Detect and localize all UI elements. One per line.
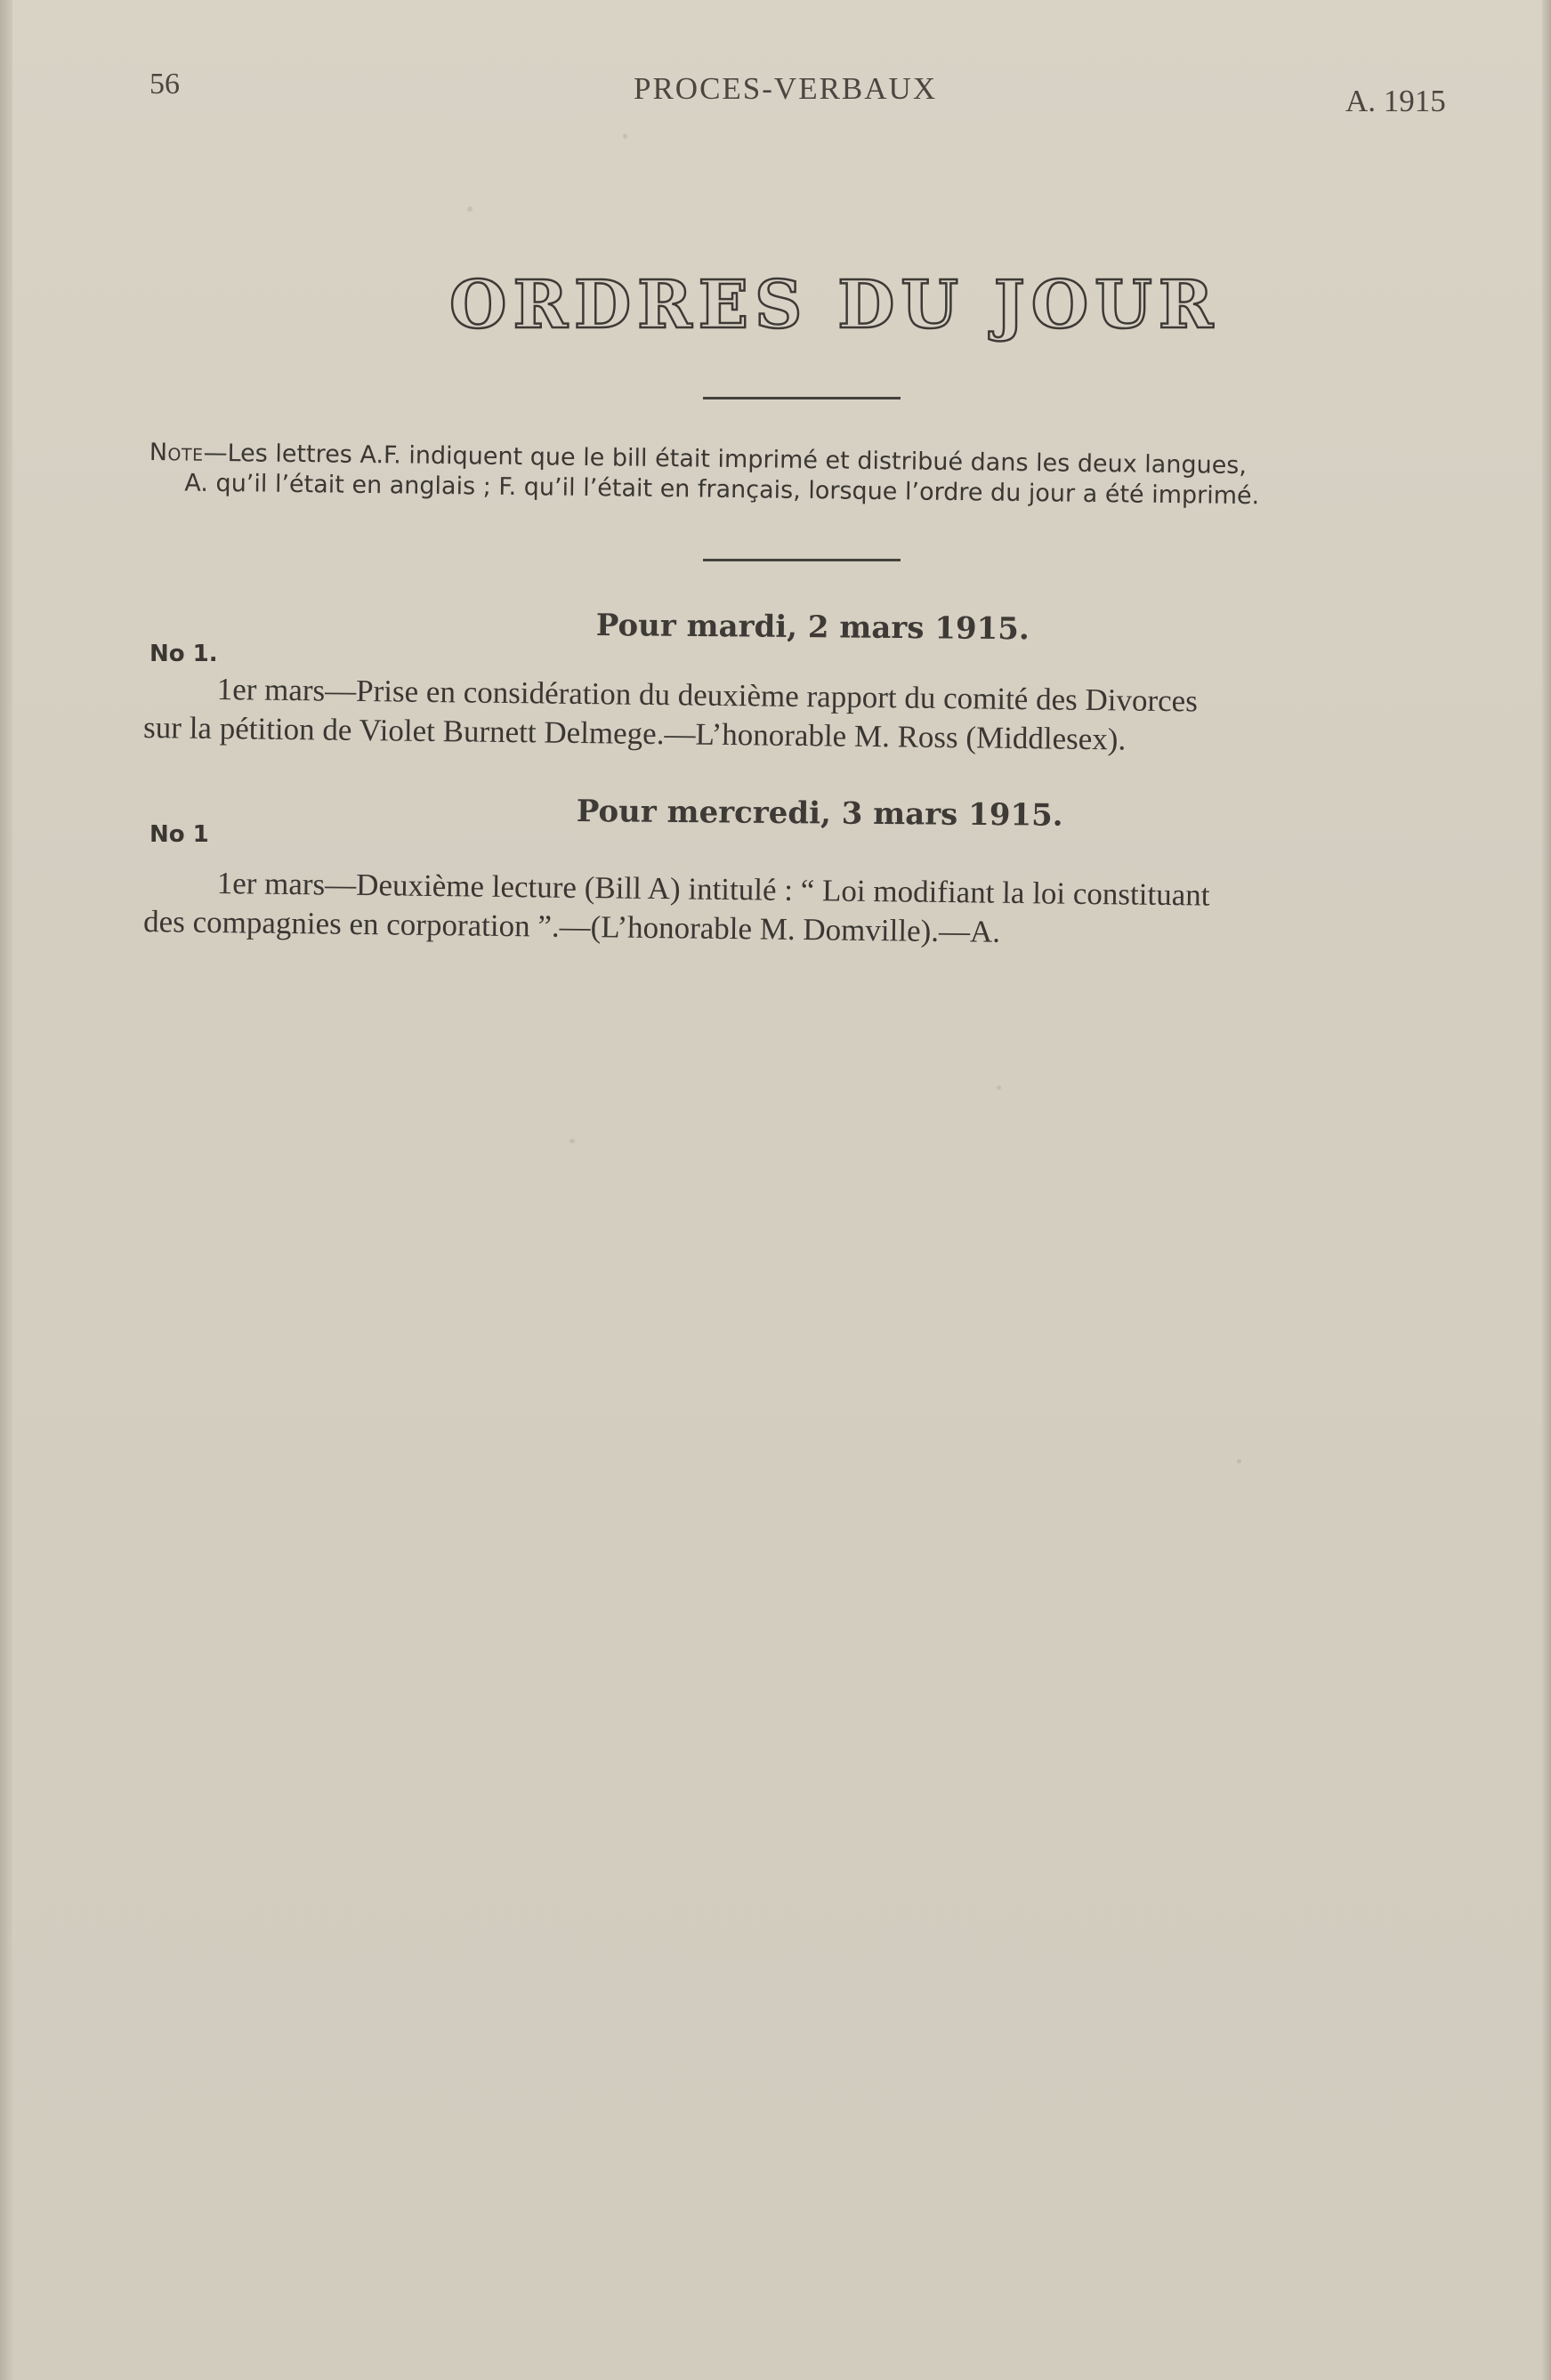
running-title: PROCES-VERBAUX <box>634 71 938 106</box>
order-item-tuesday-line-1: 1er mars—Prise en considération du deuxième rapport du comité des Divorces <box>216 672 1199 719</box>
order-item-wednesday-line-1: 1er mars—Deuxième lecture (Bill A) intitulé : “ Loi modifiant la loi constituant <box>216 866 1210 913</box>
note-line-2: A. qu’il l’était en anglais ; F. qu’il l’était en français, lorsque l’ordre du jour a été imprimé. <box>184 469 1260 511</box>
note-label: Note <box>149 438 204 467</box>
order-item-wednesday <box>143 863 1461 957</box>
note-line-1-text: —Les lettres A.F. indiquent que le bill était imprimé et distribué dans les deux langues, <box>203 439 1248 480</box>
page-title: ORDRES DU JOUR <box>449 267 1220 343</box>
page-number: 56 <box>149 68 180 101</box>
paper-speck <box>623 133 627 139</box>
paper-speck <box>997 1085 1001 1090</box>
order-item-wednesday-line-2: des compagnies en corporation ”.—(L’honorable M. Domville).—A. <box>142 903 1001 949</box>
section-heading-wednesday: Pour mercredi, 3 mars 1915. <box>576 794 1063 834</box>
paper-speck <box>467 206 473 212</box>
divider-rule-top <box>703 397 901 399</box>
order-item-tuesday <box>143 669 1461 763</box>
page-right-edge <box>1542 0 1551 2380</box>
note-paragraph <box>149 438 1462 514</box>
item-number-wednesday: No 1 <box>149 821 209 848</box>
item-number-tuesday: No 1. <box>149 641 218 667</box>
running-year: A. 1915 <box>1345 84 1446 118</box>
page-left-edge <box>0 0 12 2380</box>
paper-speck <box>570 1139 575 1143</box>
divider-rule-bottom <box>703 559 901 561</box>
paper-speck <box>1237 1459 1241 1464</box>
order-item-tuesday-line-2: sur la pétition de Violet Burnett Delmege.—L’honorable M. Ross (Middlesex). <box>142 709 1127 757</box>
section-heading-tuesday: Pour mardi, 2 mars 1915. <box>595 608 1030 648</box>
